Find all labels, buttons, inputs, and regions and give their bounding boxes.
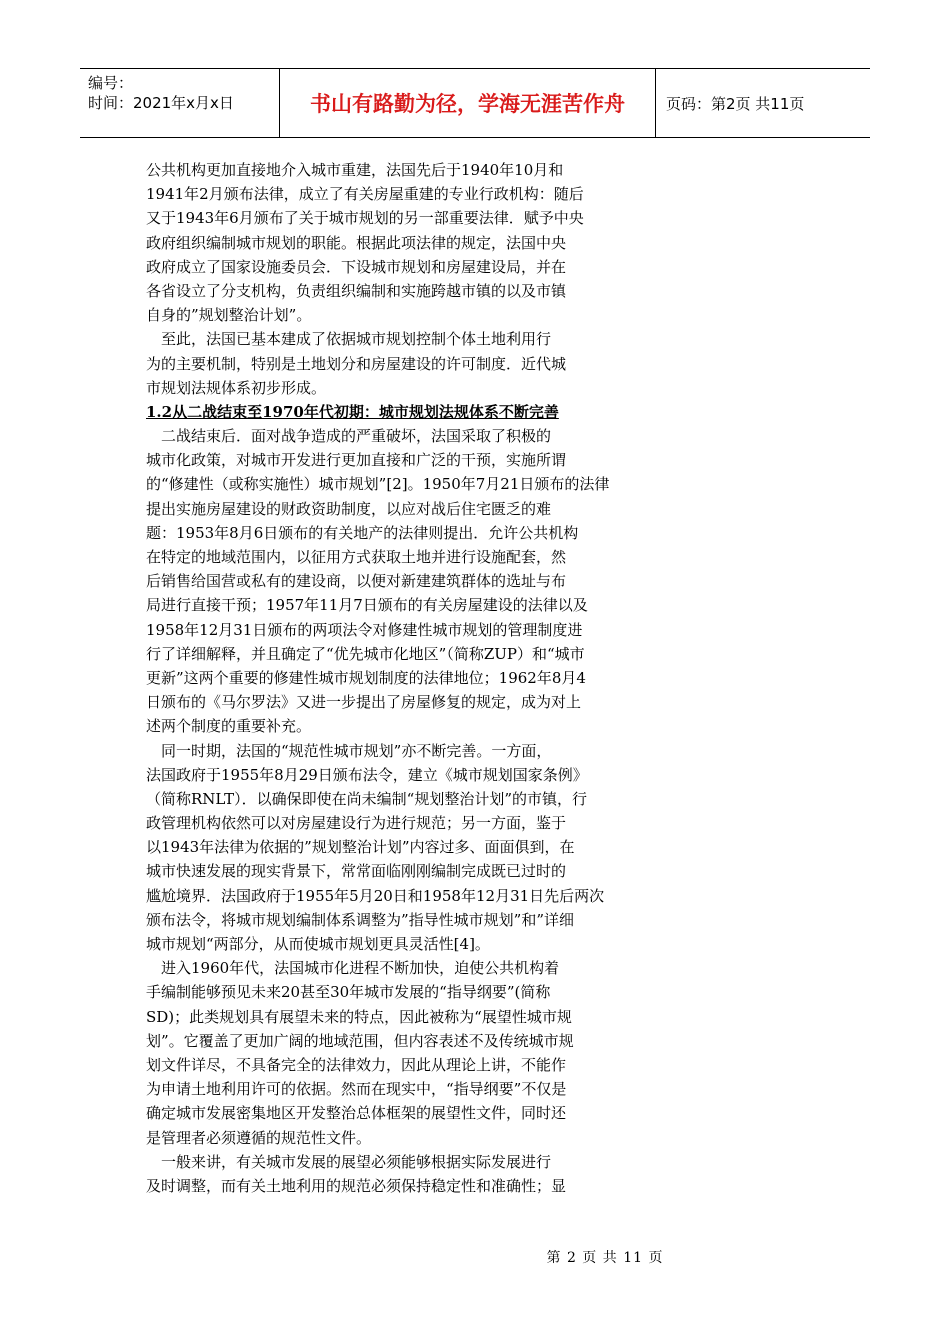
body-line: 是管理者必须遵循的规范性文件。 [146,1128,372,1147]
body-line: 为申请土地利用许可的依据。然而在现实中，“指导纲要”不仅是 [146,1080,567,1099]
body-line: 1958年12月31日颁布的两项法令对修建性城市规划的管理制度进 [146,620,583,639]
body-line: 自身的”规划整治计划”。 [146,306,312,325]
body-line: 进入1960年代，法国城市化进程不断加快，迫使公共机构着 [146,959,560,978]
body-line: 确定城市发展密集地区开发整治总体框架的展望性文件，同时还 [146,1104,567,1123]
body-line: 以1943年法律为依据的”规划整治计划”内容过多、面面俱到，在 [146,838,575,857]
body-line: 政府组织编制城市规划的职能。根据此项法律的规定，法国中央 [146,233,567,252]
body-line: 同一时期，法国的“规范性城市规划”亦不断完善。一方面， [146,741,552,760]
body-line: 城市快速发展的现实背景下，常常面临刚刚编制完成既已过时的 [146,862,567,881]
body-line: 后销售给国营或私有的建设商，以便对新建建筑群体的选址与布 [146,572,567,591]
page-header [80,68,870,138]
page-footer: 第 2 页 共 11 页 [546,1250,664,1266]
document-time-label: 时间：2021年x月x日 [88,94,234,112]
header-page-label: 页码：第2页 共11页 [666,94,805,113]
body-line: （简称RNLT）．以确保即使在尚未编制“规划整治计划”的市镇，行 [146,789,588,808]
body-line: 城市化政策，对城市开发进行更加直接和广泛的干预，实施所谓 [146,451,567,470]
body-line: 题：1953年8月6日颁布的有关地产的法律则提出．允许公共机构 [146,523,579,542]
body-line: 划”。它覆盖了更加广阔的地域范围，但内容表述不及传统城市规 [146,1031,574,1050]
section-heading: 1.2从二战结束至1970年代初期：城市规划法规体系不断完善 [146,402,559,421]
document-body [146,158,686,1198]
body-line: 及时调整，而有关土地利用的规范必须保持稳定性和准确性；显 [146,1176,567,1195]
body-line: 在特定的地域范围内，以征用方式获取土地并进行设施配套，然 [146,548,567,566]
body-line: 1941年2月颁布法律，成立了有关房屋重建的专业行政机构：随后 [146,185,584,204]
body-line: 为的主要机制，特别是土地划分和房屋建设的许可制度．近代城 [146,354,567,373]
body-line: 更新”这两个重要的修建性城市规划制度的法律地位；1962年8月4 [146,668,586,687]
body-line: 政管理机构依然可以对房屋建设行为进行规范；另一方面，鉴于 [146,814,567,833]
body-line: 政府成立了国家设施委员会．下设城市规划和房屋建设局，并在 [146,257,567,276]
body-line: 述两个制度的重要补充。 [146,717,312,736]
body-line: 又于1943年6月颁布了关于城市规划的另一部重要法律．赋予中央 [146,209,584,228]
document-number-label: 编号： [88,74,134,92]
body-line: SD)；此类规划具有展望未来的特点，因此被称为“展望性城市规 [146,1007,572,1026]
body-line: 各省设立了分支机构，负责组织编制和实施跨越市镇的以及市镇 [146,281,567,300]
body-line: 市规划法规体系初步形成。 [146,378,327,397]
body-line: 二战结束后．面对战争造成的严重破坏，法国采取了积极的 [146,427,552,446]
body-line: 一般来讲，有关城市发展的展望必须能够根据实际发展进行 [146,1152,552,1171]
body-line: 行了详细解释，并且确定了“优先城市化地区”（简称ZUP）和“城市 [146,644,585,663]
body-line: 城市规划“两部分，从而使城市规划更具灵活性[4]。 [146,935,490,953]
body-line: 日颁布的《马尔罗法》又进一步提出了房屋修复的规定，成为对上 [146,693,582,712]
body-line: 法国政府于1955年8月29日颁布法令，建立《城市规划国家条例》 [146,765,588,784]
body-line: 提出实施房屋建设的财政资助制度，以应对战后住宅匮乏的难 [146,499,552,518]
header-meta [80,69,280,137]
body-line: 尴尬境界．法国政府于1955年5月20日和1958年12月31日先后两次 [146,886,605,905]
body-line: 划文件详尽，不具备完全的法律效力，因此从理论上讲，不能作 [146,1055,567,1074]
header-motto: 书山有路勤为径，学海无涯苦作舟 [280,69,656,137]
body-line: 手编制能够预见未来20甚至30年城市发展的“指导纲要”(简称 [146,983,551,1002]
body-line: 颁布法令，将城市规划编制体系调整为”指导性城市规划”和”详细 [146,910,575,929]
body-line: 公共机构更加直接地介入城市重建，法国先后于1940年10月和 [146,161,564,179]
body-line: 的“修建性（或称实施性）城市规划”[2]。1950年7月21日颁布的法律 [146,475,610,494]
body-line: 至此，法国已基本建成了依据城市规划控制个体土地利用行 [146,330,552,349]
body-line: 局进行直接干预；1957年11月7日颁布的有关房屋建设的法律以及 [146,596,588,615]
